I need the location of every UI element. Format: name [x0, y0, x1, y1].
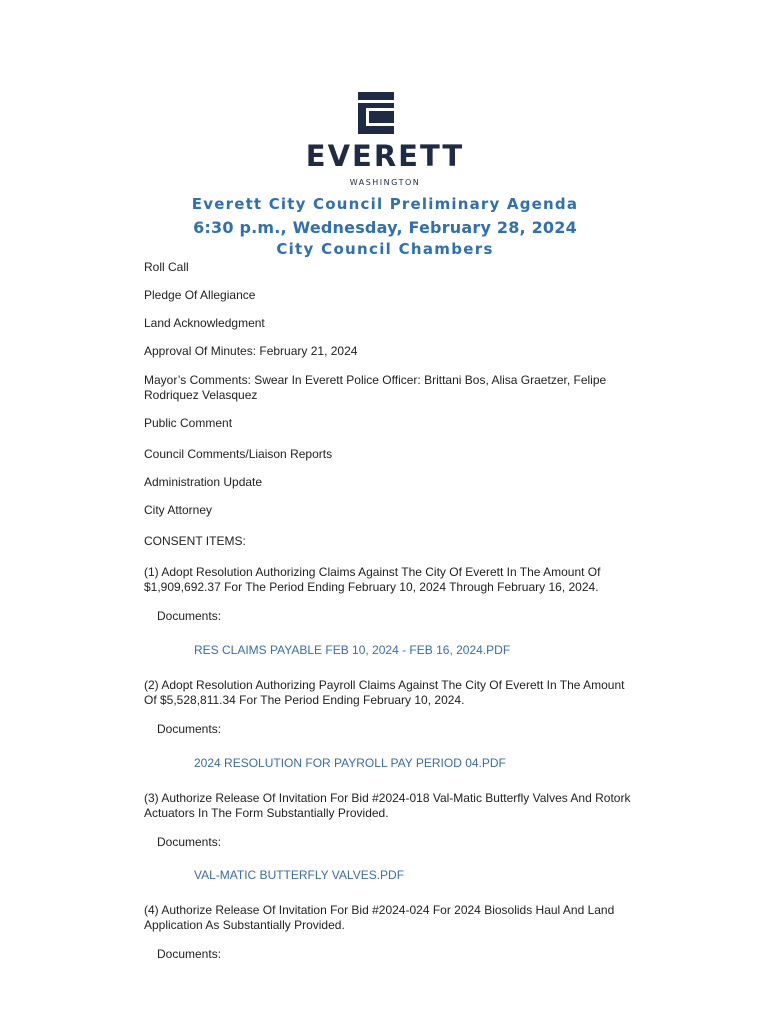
city-attorney-item: City Attorney [144, 503, 213, 517]
document-link-res-claims[interactable]: RES CLAIMS PAYABLE FEB 10, 2024 - FEB 16, 2024.PDF [194, 643, 511, 657]
logo-sublabel: WASHINGTON [349, 178, 421, 187]
mayor-comments-line1: Mayor’s Comments: Swear In Everett Police Officer: Brittani Bos, Alisa Graetzer, Felipe [144, 373, 607, 387]
council-comments-item: Council Comments/Liaison Reports [144, 447, 333, 461]
consent-items-heading: CONSENT ITEMS: [144, 534, 246, 548]
meeting-datetime: 6:30 p.m., Wednesday, February 28, 2024 [193, 218, 577, 237]
pledge-item: Pledge Of Allegiance [144, 288, 256, 302]
roll-call-item: Roll Call [144, 260, 189, 274]
land-acknowledgment-item: Land Acknowledgment [144, 316, 265, 330]
consent-item-2-line1: (2) Adopt Resolution Authorizing Payroll Claims Against The City Of Everett In The Amount [144, 678, 625, 692]
public-comment-item: Public Comment [144, 416, 233, 430]
consent-item-2-line2: Of $5,528,811.34 For The Period Ending February 10, 2024. [144, 693, 465, 707]
consent-item-1-line2: $1,909,692.37 For The Period Ending February 10, 2024 Through February 16, 2024. [144, 580, 599, 594]
consent-item-3-line1: (3) Authorize Release Of Invitation For Bid #2024-018 Val-Matic Butterfly Valves And Rotork [144, 791, 631, 805]
mayor-comments-line2: Rodriquez Velasquez [144, 388, 258, 402]
consent-item-3-line2: Actuators In The Form Substantially Provided. [144, 806, 389, 820]
consent-item-4-line2: Application As Substantially Provided. [144, 918, 345, 932]
logo-wordmark: EVERETT [305, 139, 465, 173]
agenda-title: Everett City Council Preliminary Agenda [191, 195, 579, 213]
administration-update-item: Administration Update [144, 475, 263, 489]
everett-logo-icon [358, 92, 394, 134]
documents-label: Documents: [157, 947, 222, 961]
document-link-payroll-resolution[interactable]: 2024 RESOLUTION FOR PAYROLL PAY PERIOD 04.PDF [194, 756, 506, 770]
consent-item-4-line1: (4) Authorize Release Of Invitation For Bid #2024-024 For 2024 Biosolids Haul And Land [144, 903, 615, 917]
documents-label: Documents: [157, 835, 222, 849]
approval-minutes-item: Approval Of Minutes: February 21, 2024 [144, 344, 358, 358]
meeting-location: City Council Chambers [276, 240, 494, 258]
documents-label: Documents: [157, 722, 222, 736]
document-link-butterfly-valves[interactable]: VAL-MATIC BUTTERFLY VALVES.PDF [194, 868, 405, 882]
documents-label: Documents: [157, 609, 222, 623]
consent-item-1-line1: (1) Adopt Resolution Authorizing Claims Against The City Of Everett In The Amount Of [144, 565, 601, 579]
